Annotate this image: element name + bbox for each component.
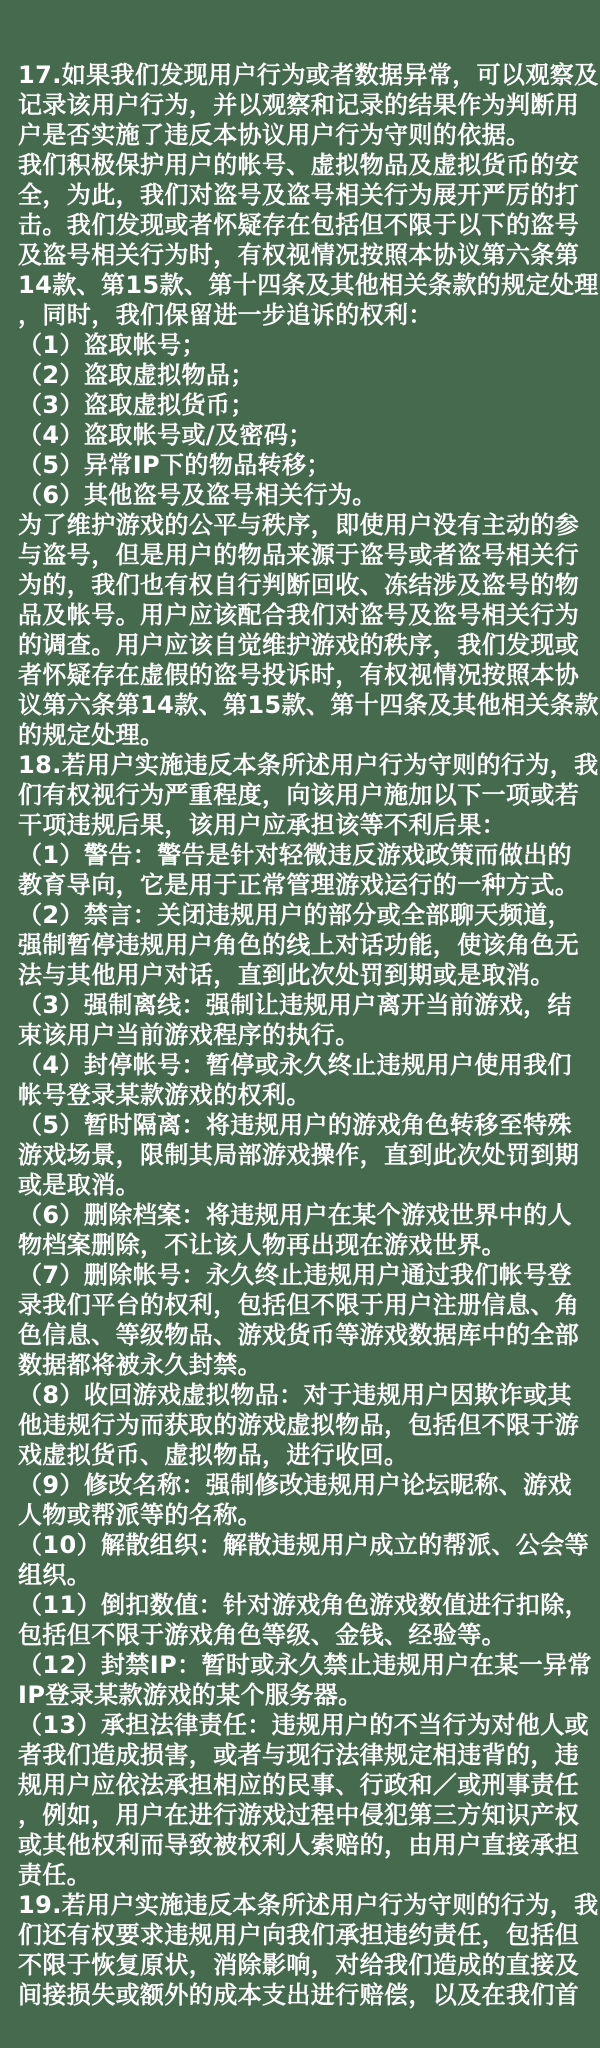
terms-text-line: 者我们造成损害，或者与现行法律规定相违背的，违 [18, 1741, 580, 1769]
terms-text-line: 人物或帮派等的名称。 [18, 1501, 262, 1529]
terms-text-line: ，同时，我们保留进一步追诉的权利： [18, 301, 433, 329]
terms-text-line: 记录该用户行为，并以观察和记录的结果作为判断用 [18, 91, 580, 119]
terms-text-line: 们还有权要求违规用户向我们承担违约责任，包括但 [18, 1921, 580, 1949]
terms-text-line: 束该用户当前游戏程序的执行。 [18, 1021, 360, 1049]
terms-text-line: 品及帐号。用户应该配合我们对盗号及盗号相关行为 [18, 601, 580, 629]
terms-text-line: IP登录某款游戏的某个服务器。 [18, 1681, 363, 1709]
terms-text-line: （3）强制离线：强制让违规用户离开当前游戏，结 [18, 991, 572, 1019]
terms-text-line: 教育导向，它是用于正常管理游戏运行的一种方式。 [18, 871, 580, 899]
terms-text-line: 17.如果我们发现用户行为或者数据异常，可以观察及 [18, 61, 599, 89]
terms-text-line: （11）倒扣数值：针对游戏角色游戏数值进行扣除， [18, 1591, 589, 1619]
terms-text-line: （9）修改名称：强制修改违规用户论坛昵称、游戏 [18, 1471, 572, 1499]
terms-text-line: 与盗号，但是用户的物品来源于盗号或者盗号相关行 [18, 541, 580, 569]
terms-text-line: （4）封停帐号：暂停或永久终止违规用户使用我们 [18, 1051, 572, 1079]
terms-text-line: 间接损失或额外的成本支出进行赔偿，以及在我们首 [18, 1981, 580, 2009]
terms-text-line: 强制暂停违规用户角色的线上对话功能，使该角色无 [18, 931, 580, 959]
terms-text-line: 帐号登录某款游戏的权利。 [18, 1081, 311, 1109]
terms-text-line: 物档案删除，不让该人物再出现在游戏世界。 [18, 1231, 506, 1259]
terms-text-line: （3）盗取虚拟货币； [18, 391, 255, 419]
terms-text-line: 们有权视行为严重程度，向该用户施加以下一项或若 [18, 781, 580, 809]
terms-text-line: （13）承担法律责任：违规用户的不当行为对他人或 [18, 1711, 589, 1739]
terms-text-line: 法与其他用户对话，直到此次处罚到期或是取消。 [18, 961, 555, 989]
terms-text-line: 干项违规后果，该用户应承担该等不利后果： [18, 811, 506, 839]
terms-text-line: 议第六条第14款、第15款、第十四条及其他相关条款 [18, 691, 599, 719]
terms-text-line: 责任。 [18, 1861, 92, 1889]
terms-text-line: （1）警告：警告是针对轻微违反游戏政策而做出的 [18, 841, 572, 869]
terms-text-line: 及盗号相关行为时，有权视情况按照本协议第六条第 [18, 241, 580, 269]
terms-text-line: （5）暂时隔离：将违规用户的游戏角色转移至特殊 [18, 1111, 572, 1139]
terms-text-line: 14款、第15款、第十四条及其他相关条款的规定处理 [18, 271, 599, 299]
terms-text-line: 19.若用户实施违反本条所述用户行为守则的行为，我 [18, 1891, 599, 1919]
terms-text-line: （5）异常IP下的物品转移； [18, 451, 331, 479]
terms-text-line: 数据都将被永久封禁。 [18, 1351, 262, 1379]
terms-text-line: 或是取消。 [18, 1171, 140, 1199]
terms-text-line: 包括但不限于游戏角色等级、金钱、经验等。 [18, 1621, 506, 1649]
terms-text-line: （8）收回游戏虚拟物品：对于违规用户因欺诈或其 [18, 1381, 572, 1409]
terms-text-line: 组织。 [18, 1561, 92, 1589]
terms-text-line: 为了维护游戏的公平与秩序，即使用户没有主动的参 [18, 511, 580, 539]
terms-text-line: （10）解散组织：解散违规用户成立的帮派、公会等 [18, 1531, 589, 1559]
terms-text-line: 戏虚拟货币、虚拟物品，进行收回。 [18, 1441, 409, 1469]
terms-text-line: 规用户应依法承担相应的民事、行政和／或刑事责任 [18, 1771, 580, 1799]
terms-text-line: （6）删除档案：将违规用户在某个游戏世界中的人 [18, 1201, 572, 1229]
terms-text-line: 击。我们发现或者怀疑存在包括但不限于以下的盗号 [18, 211, 580, 239]
terms-text-line: （1）盗取帐号； [18, 331, 206, 359]
terms-text-line: 色信息、等级物品、游戏货币等游戏数据库中的全部 [18, 1321, 580, 1349]
terms-text-line: （12）封禁IP：暂时或永久禁止违规用户在某一异常 [18, 1651, 592, 1679]
terms-text-line: 游戏场景，限制其局部游戏操作，直到此次处罚到期 [18, 1141, 580, 1169]
terms-text-line: （6）其他盗号及盗号相关行为。 [18, 481, 377, 509]
terms-text-line: （4）盗取帐号或/及密码； [18, 421, 313, 449]
terms-text-line: 为的，我们也有权自行判断回收、冻结涉及盗号的物 [18, 571, 580, 599]
terms-text-line: 他违规行为而获取的游戏虚拟物品，包括但不限于游 [18, 1411, 580, 1439]
terms-text-line: 18.若用户实施违反本条所述用户行为守则的行为，我 [18, 751, 599, 779]
terms-text-line: 录我们平台的权利，包括但不限于用户注册信息、角 [18, 1291, 580, 1319]
terms-text-line: 者怀疑存在虚假的盗号投诉时，有权视情况按照本协 [18, 661, 580, 689]
terms-text-line: 的调查。用户应该自觉维护游戏的秩序，我们发现或 [18, 631, 580, 659]
terms-text-line: 户是否实施了违反本协议用户行为守则的依据。 [18, 121, 531, 149]
terms-text-line: 我们积极保护用户的帐号、虚拟物品及虚拟货币的安 [18, 151, 580, 179]
terms-text-line: （7）删除帐号：永久终止违规用户通过我们帐号登 [18, 1261, 572, 1289]
terms-text-line: 或其他权利而导致被权利人索赔的，由用户直接承担 [18, 1831, 580, 1859]
terms-text-line: ，例如，用户在进行游戏过程中侵犯第三方知识产权 [18, 1801, 580, 1829]
terms-text-line: 不限于恢复原状，消除影响，对给我们造成的直接及 [18, 1951, 580, 1979]
terms-text-line: （2）禁言：关闭违规用户的部分或全部聊天频道， [18, 901, 572, 929]
terms-text-line: 的规定处理。 [18, 721, 165, 749]
terms-text-line: 全，为此，我们对盗号及盗号相关行为展开严厉的打 [18, 181, 580, 209]
terms-text-line: （2）盗取虚拟物品； [18, 361, 255, 389]
